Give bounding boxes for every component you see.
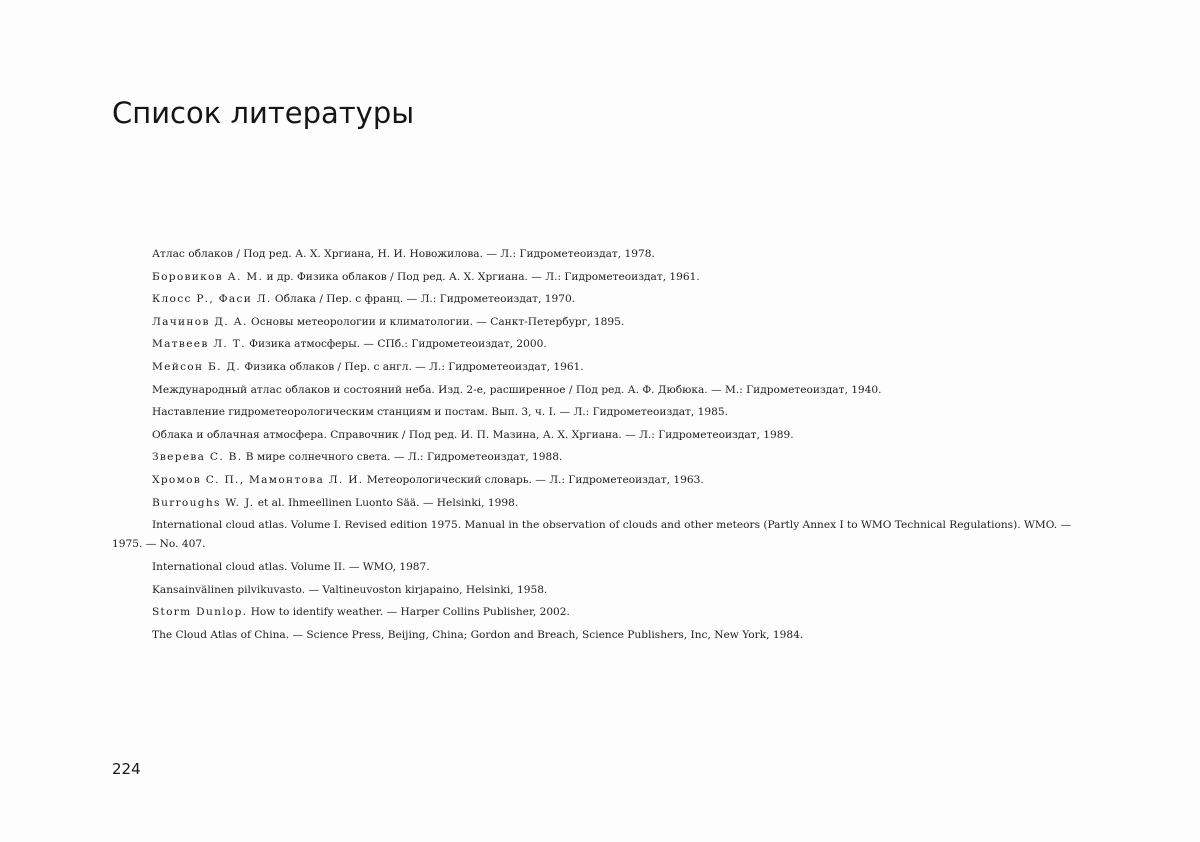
- reference-item: [112, 492, 1097, 515]
- reference-text: Основы метеорологии и климатологии. — Санкт-Петербург, 1895.: [247, 315, 625, 328]
- reference-text: Международный атлас облаков и состояний неба. Изд. 2-е, расширенное / Под ред. А. Ф. Дюбюка. — М.: Гидрометеоиздат, 1940.: [152, 383, 882, 396]
- reference-item: [112, 514, 1097, 556]
- reference-text: Атлас облаков / Под ред. А. Х. Хргиана, Н. И. Новожилова. — Л.: Гидрометеоиздат, 1978.: [152, 248, 655, 260]
- reference-text: International cloud atlas. Volume II. — WMO, 1987.: [152, 561, 430, 574]
- reference-item: [112, 311, 1097, 334]
- reference-item: [112, 379, 1097, 402]
- reference-text: и др. Физика облаков / Под ред. А. Х. Хргиана. — Л.: Гидрометеоиздат, 1961.: [263, 270, 700, 283]
- reference-item: [112, 356, 1097, 379]
- reference-text: The Cloud Atlas of China. — Science Press, Beijing, China; Gordon and Breach, Science Publishers, Inc, New York, 1984.: [152, 629, 804, 641]
- page-number: 224: [112, 760, 141, 778]
- reference-author: Матвеев Л. Т.: [152, 338, 246, 351]
- reference-item: [112, 424, 1097, 447]
- reference-text: International cloud atlas. Volume I. Revised edition 1975. Manual in the observation of clouds and other meteors (Partly Annex I to WMO Technical Regulations). WMO. — 1975. — No. 407.: [112, 518, 1072, 551]
- reference-text: Kansainvälinen pilvikuvasto. — Valtineuvoston kirjapaino, Helsinki, 1958.: [152, 583, 548, 596]
- reference-item: [112, 601, 1097, 624]
- reference-author: Storm Dunlop.: [152, 606, 248, 619]
- reference-author: Лачинов Д. А.: [152, 315, 248, 328]
- reference-item: [112, 243, 1097, 266]
- reference-author: Burroughs W. J.: [152, 496, 255, 509]
- reference-text: Физика атмосферы. — СПб.: Гидрометеоиздат, 2000.: [245, 338, 547, 351]
- reference-item: [112, 579, 1097, 602]
- reference-item: [112, 266, 1097, 289]
- reference-author: Клосс Р., Фаси Л.: [152, 293, 272, 306]
- reference-list: [112, 243, 1097, 647]
- reference-text: В мире солнечного света. — Л.: Гидрометеоиздат, 1988.: [242, 451, 563, 464]
- reference-item: [112, 556, 1097, 579]
- reference-author: Мейсон Б. Д.: [152, 360, 242, 373]
- reference-item: [112, 624, 1097, 647]
- reference-item: [112, 401, 1097, 424]
- reference-author: Боровиков А. М.: [152, 270, 264, 283]
- reference-text: Метеорологический словарь. — Л.: Гидрометеоиздат, 1963.: [363, 473, 704, 486]
- reference-text: Наставление гидрометеорологическим станциям и постам. Вып. 3, ч. I. — Л.: Гидрометеоиздат, 1985.: [152, 406, 728, 419]
- reference-text: Облака и облачная атмосфера. Справочник / Под ред. И. П. Мазина, А. Х. Хргиана. — Л.: Гидрометеоиздат, 1989.: [152, 428, 794, 441]
- reference-text: Облака / Пер. с франц. — Л.: Гидрометеоиздат, 1970.: [271, 293, 576, 306]
- reference-text: How to identify weather. — Harper Collins Publisher, 2002.: [247, 606, 570, 619]
- page-heading: Список литературы: [112, 96, 415, 130]
- reference-item: [112, 446, 1097, 469]
- reference-author: Зверева С. В.: [152, 451, 243, 464]
- reference-text: Физика облаков / Пер. с англ. — Л.: Гидрометеоиздат, 1961.: [241, 360, 584, 373]
- reference-item: [112, 288, 1097, 311]
- reference-item: [112, 469, 1097, 492]
- reference-text: et al. Ihmeellinen Luonto Sää. — Helsinki, 1998.: [254, 496, 519, 509]
- reference-author: Хромов С. П., Мамонтова Л. И.: [152, 473, 364, 486]
- reference-item: [112, 333, 1097, 356]
